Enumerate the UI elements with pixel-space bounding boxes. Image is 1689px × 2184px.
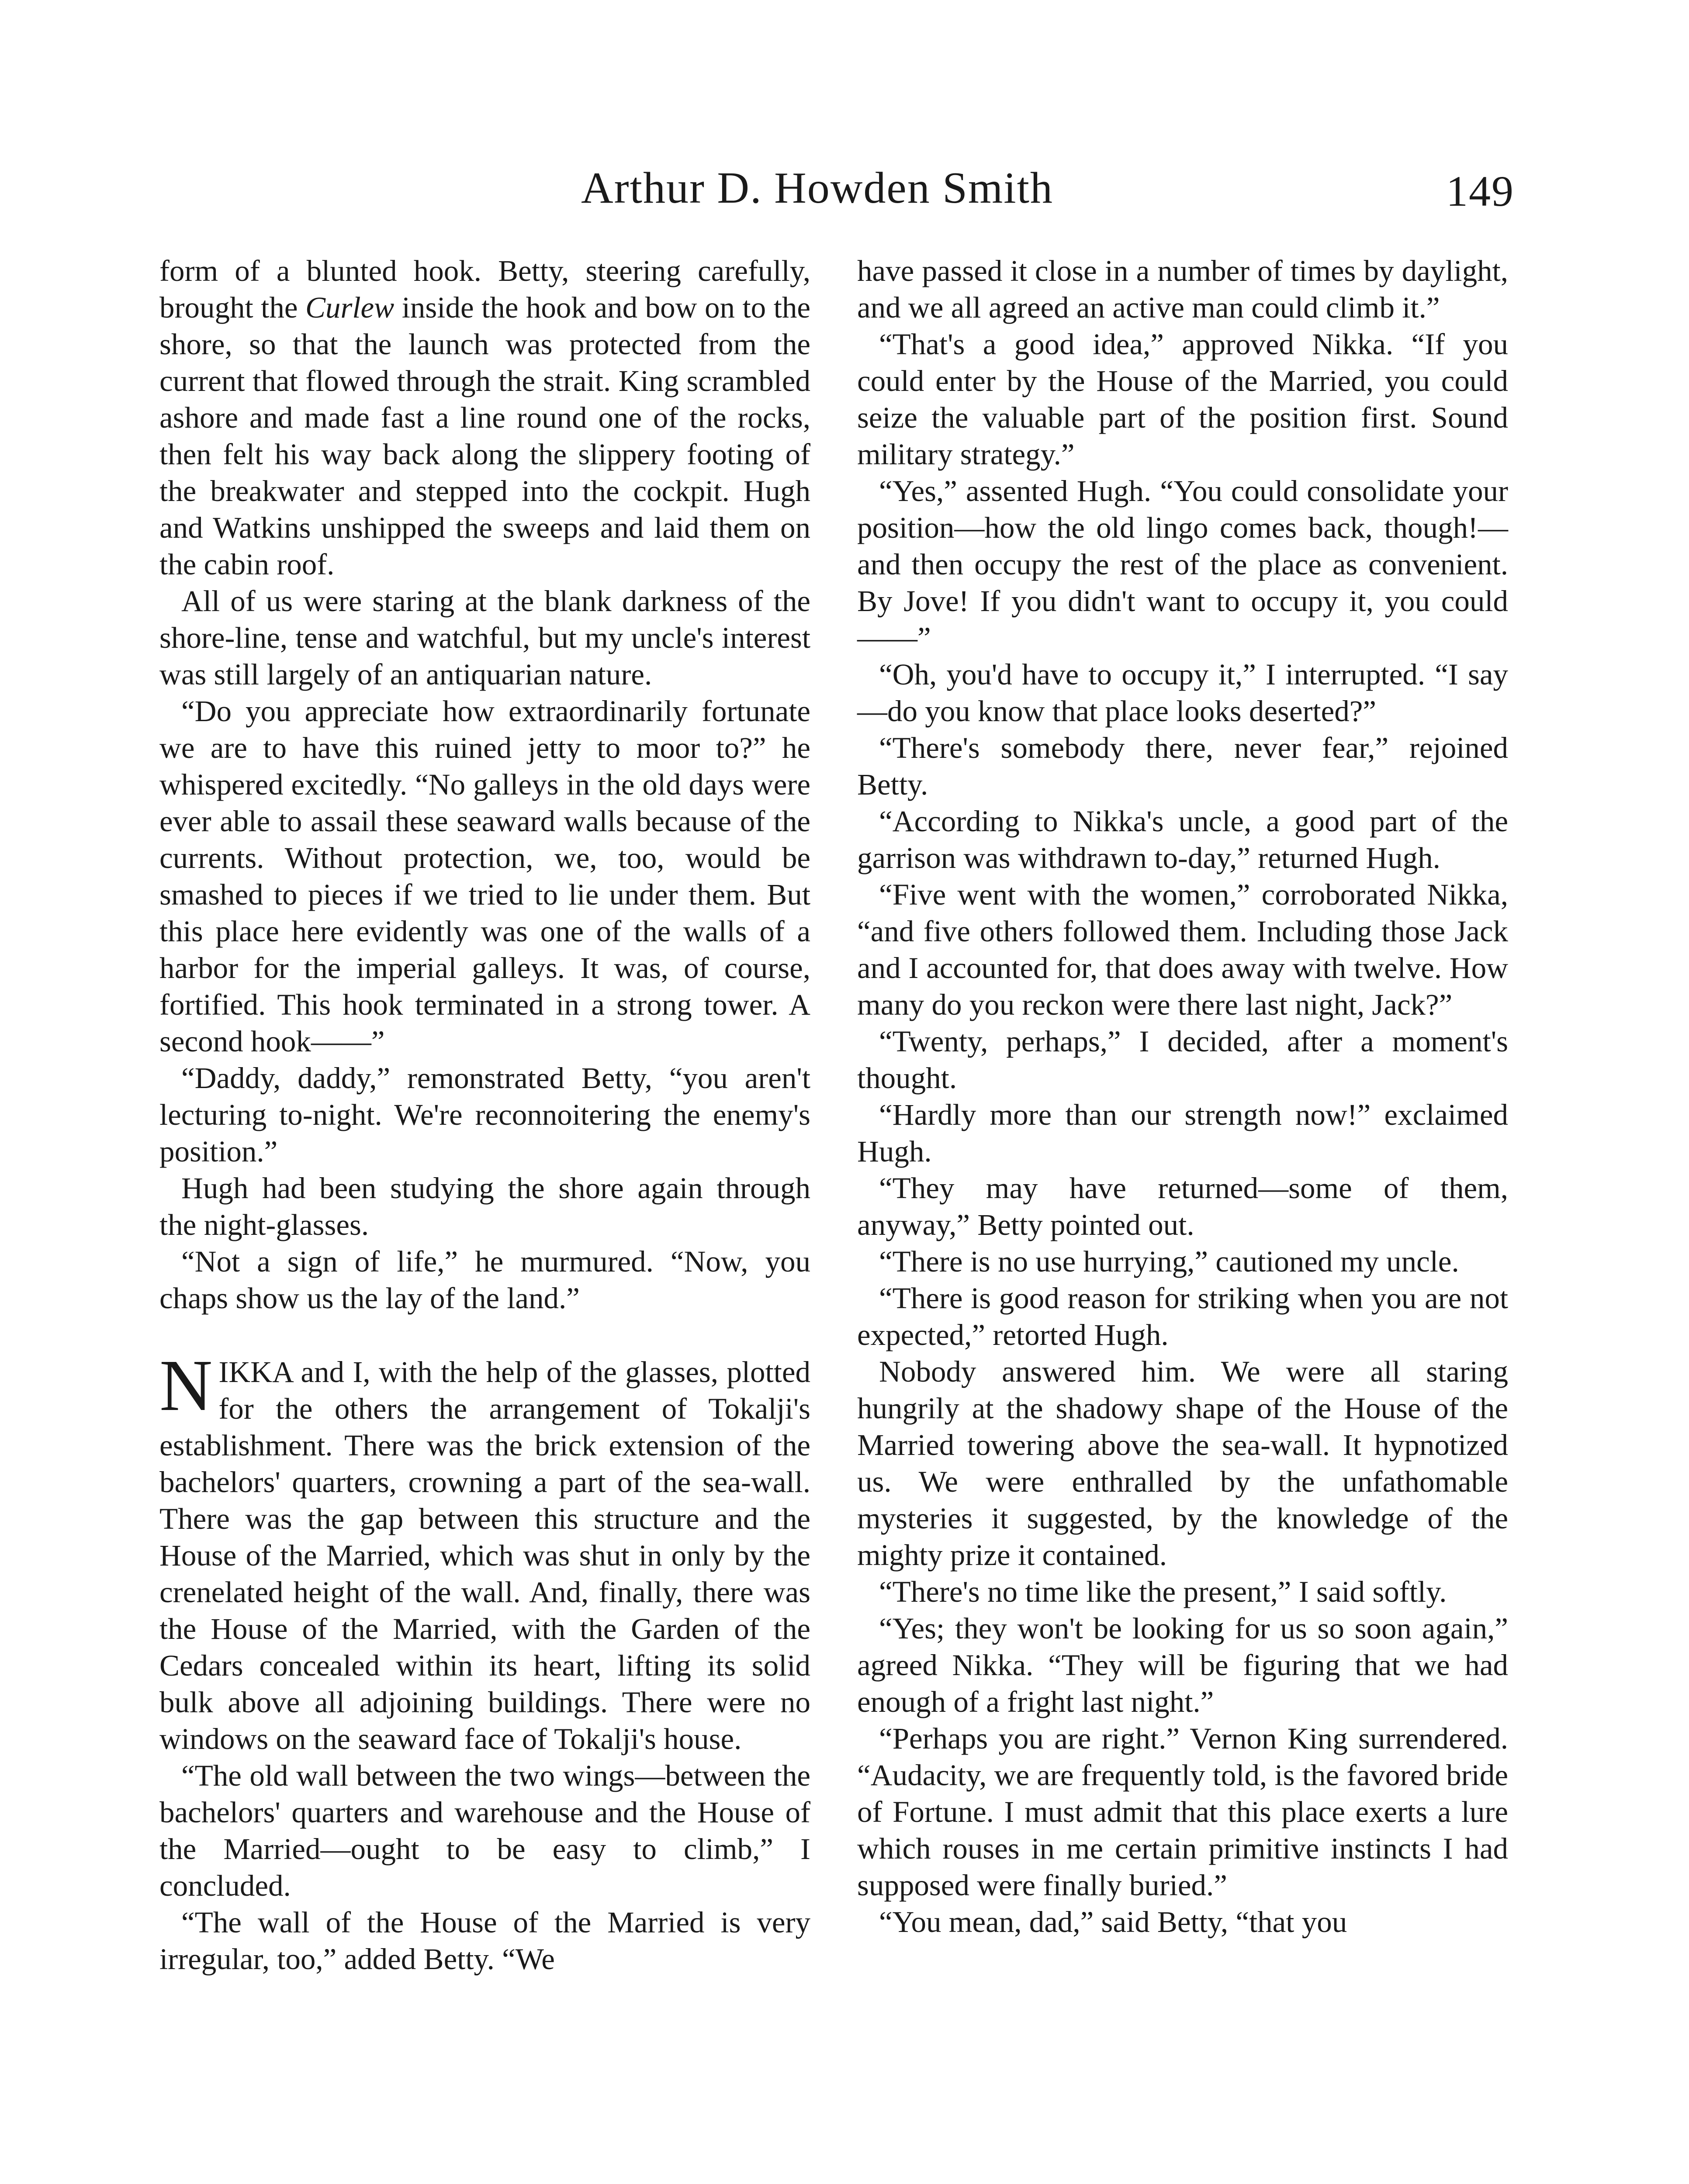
paragraph: “Perhaps you are right.” Vernon King surrendered. “Audacity, we are frequently told, is the favored bride of Fortune. I must admit that this place exerts a lure which rouses in me certain primitive instincts I had supposed were finally buried.”	[857, 1722, 1508, 1902]
paragraph: “Oh, you'd have to occupy it,” I interrupted. “I say—do you know that place looks deserted?”	[857, 658, 1508, 728]
paragraph: “Yes; they won't be looking for us so soon again,” agreed Nikka. “They will be figuring that we had enough of a fright last night.”	[857, 1612, 1508, 1718]
paragraph: Nobody answered him. We were all staring hungrily at the shadowy shape of the House of the Married towering above the sea-wall. It hypnotized us. We were enthralled by the unfathomable mysteries it suggested, by the knowledge of the mighty prize it contained.	[857, 1355, 1508, 1572]
paragraph: “The wall of the House of the Married is very irregular, too,” added Betty. “We	[159, 1906, 810, 1976]
paragraph: All of us were staring at the blank darkness of the shore-line, tense and watchful, but my uncle's interest was still largely of an antiquarian nature.	[159, 584, 810, 691]
section-start-paragraph: NIKKA and I, with the help of the glasses, plotted for the others the arrangement of Tokalji's establishment. There was the brick extension of the bachelors' quarters, crowning a part of the sea-wall. There was the gap between this structure and the House of the Married, which was shut in only by the crenelated height of the wall. And, finally, there was the House of the Married, with the Garden of the Cedars concealed within its heart, lifting its solid bulk above all adjoining buildings. There were no windows on the seaward face of Tokalji's house.	[159, 1345, 810, 1755]
left-column	[159, 252, 810, 1977]
right-column	[857, 252, 1508, 1940]
paragraph: “Daddy, daddy,” remonstrated Betty, “you aren't lecturing to-night. We're reconnoitering the enemy's position.”	[159, 1061, 810, 1168]
paragraph: “Five went with the women,” corroborated Nikka, “and five others followed them. Including those Jack and I accounted for, that does away with twelve. How many do you reckon were there last night, Jack?”	[857, 878, 1508, 1021]
page-number: 149	[1446, 167, 1514, 215]
paragraph: “There's no time like the present,” I said softly.	[879, 1575, 1447, 1608]
paragraph: “Yes,” assented Hugh. “You could consolidate your position—how the old lingo comes back, though!—and then occupy the rest of the place as convenient. By Jove! If you didn't want to occupy it, you could——”	[857, 474, 1508, 654]
paragraph: “Not a sign of life,” he murmured. “Now, you chaps show us the lay of the land.”	[159, 1245, 810, 1315]
paragraph: “You mean, dad,” said Betty, “that you	[879, 1905, 1347, 1939]
paragraph: Hugh had been studying the shore again through the night-glasses.	[159, 1171, 810, 1241]
running-header-author: Arthur D. Howden Smith	[581, 163, 1053, 213]
paragraph: “Twenty, perhaps,” I decided, after a moment's thought.	[857, 1025, 1508, 1095]
paragraph: “Do you appreciate how extraordinarily fortunate we are to have this ruined jetty to moor to?” he whispered excitedly. “No galleys in the old days were ever able to assail these seaward walls because of the currents. Without protection, we, too, would be smashed to pieces if we tried to lie under them. But this place here evidently was one of the walls of a harbor for the imperial galleys. It was, of course, fortified. This hook terminated in a strong tower. A second hook——”	[159, 695, 810, 1058]
paragraph: “There is no use hurrying,” cautioned my uncle.	[879, 1245, 1459, 1278]
paragraph: “The old wall between the two wings—between the bachelors' quarters and warehouse and the House of the Married—ought to be easy to climb,” I concluded.	[159, 1759, 810, 1902]
paragraph: “There's somebody there, never fear,” rejoined Betty.	[857, 731, 1508, 801]
paragraph: “Hardly more than our strength now!” exclaimed Hugh.	[857, 1098, 1508, 1168]
paragraph: “They may have returned—some of them, anyway,” Betty pointed out.	[857, 1171, 1508, 1241]
paragraph: “According to Nikka's uncle, a good part of the garrison was withdrawn to-day,” returned Hugh.	[857, 805, 1508, 874]
paragraph: have passed it close in a number of times by daylight, and we all agreed an active man could climb it.”	[857, 254, 1508, 324]
drop-cap: N	[159, 1345, 213, 1426]
paragraph: form of a blunted hook. Betty, steering carefully, brought the Curlew inside the hook and bow on to the shore, so that the launch was protected from the current that flowed through the strait. King scrambled ashore and made fast a line round one of the rocks, then felt his way back along the slippery footing of the breakwater and stepped into the cockpit. Hugh and Watkins unshipped the sweeps and laid them on the cabin roof.	[159, 254, 810, 581]
paragraph: “There is good reason for striking when you are not expected,” retorted Hugh.	[857, 1282, 1508, 1351]
boat-name: Curlew	[305, 291, 395, 324]
running-header	[0, 162, 1689, 224]
paragraph: “That's a good idea,” approved Nikka. “If you could enter by the House of the Married, you could seize the valuable part of the position first. Sound military strategy.”	[857, 328, 1508, 471]
